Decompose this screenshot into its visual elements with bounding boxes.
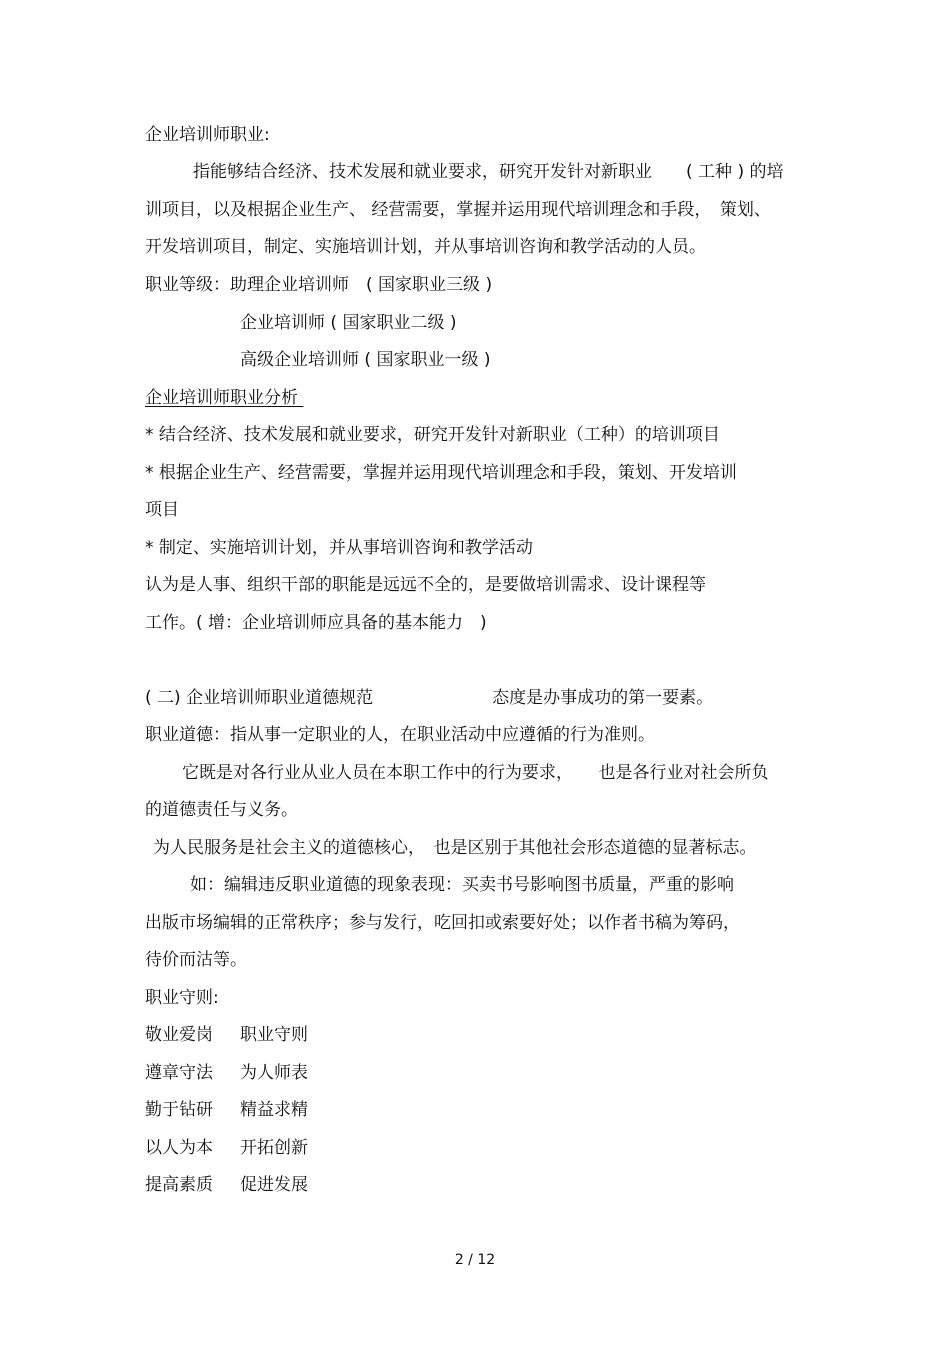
analysis-item-2-cont: 项目	[145, 500, 179, 520]
code-rule-2a: 遵章守法	[145, 1063, 213, 1083]
heading-occupation: 企业培训师职业:	[145, 125, 270, 145]
definition-line-2: 训项目，以及根据企业生产、 经营需要，掌握并运用现代培训理念和手段， 策划、	[145, 200, 771, 220]
level-assistant: 职业等级：助理企业培训师 ( 国家职业三级 )	[145, 275, 493, 295]
page-number: 2 / 12	[454, 1252, 496, 1268]
ethics-example-2: 出版市场编辑的正常秩序；参与发行，吃回扣或索要好处；以作者书稿为筹码，	[145, 913, 740, 933]
analysis-item-3: * 制定、实施培训计划，并从事培训咨询和教学活动	[145, 538, 533, 558]
code-rule-4a: 以人为本	[145, 1138, 213, 1158]
analysis-heading: 企业培训师职业分析	[145, 388, 304, 408]
code-rule-4b: 开拓创新	[240, 1138, 308, 1158]
level-senior: 高级企业培训师 ( 国家职业一级 )	[240, 350, 491, 370]
ethics-para-1-cont: 的道德责任与义务。	[145, 800, 298, 820]
analysis-note-2: 工作。( 增：企业培训师应具备的基本能力 )	[145, 613, 487, 633]
code-heading: 职业守则:	[145, 988, 219, 1008]
code-rule-5a: 提高素质	[145, 1175, 213, 1195]
code-rule-3a: 勤于钻研	[145, 1100, 213, 1120]
code-rule-2b: 为人师表	[240, 1063, 308, 1083]
code-rule-1a: 敬业爱岗	[145, 1025, 213, 1045]
code-rule-1b: 职业守则	[240, 1025, 308, 1045]
analysis-item-1: * 结合经济、技术发展和就业要求，研究开发针对新职业（工种）的培训项目	[145, 425, 720, 445]
code-rule-5b: 促进发展	[240, 1175, 308, 1195]
analysis-item-2: * 根据企业生产、经营需要，掌握并运用现代培训理念和手段，策划、开发培训	[145, 463, 737, 483]
level-trainer: 企业培训师 ( 国家职业二级 )	[240, 313, 457, 333]
ethics-para-2: 为人民服务是社会主义的道德核心， 也是区别于其他社会形态道德的显著标志。	[153, 838, 757, 858]
ethics-definition: 职业道德：指从事一定职业的人，在职业活动中应遵循的行为准则。	[145, 725, 655, 745]
ethics-example-3: 待价而沽等。	[145, 950, 247, 970]
code-rule-3b: 精益求精	[240, 1100, 308, 1120]
definition-line-3: 开发培训项目，制定、实施培训计划，并从事培训咨询和教学活动的人员。	[145, 237, 706, 257]
section-ethics-heading: ( 二) 企业培训师职业道德规范 态度是办事成功的第一要素。	[145, 688, 714, 708]
ethics-para-1: 它既是对各行业从业人员在本职工作中的行为要求， 也是各行业对社会所负	[182, 763, 769, 783]
ethics-example-1: 如：编辑违反职业道德的现象表现：买卖书号影响图书质量，严重的影响	[190, 875, 734, 895]
definition-line-1: 指能够结合经济、技术发展和就业要求，研究开发针对新职业 ( 工种 ) 的培	[193, 162, 784, 182]
analysis-note-1: 认为是人事、组织干部的职能是远远不全的，是要做培训需求、设计课程等	[145, 575, 706, 595]
